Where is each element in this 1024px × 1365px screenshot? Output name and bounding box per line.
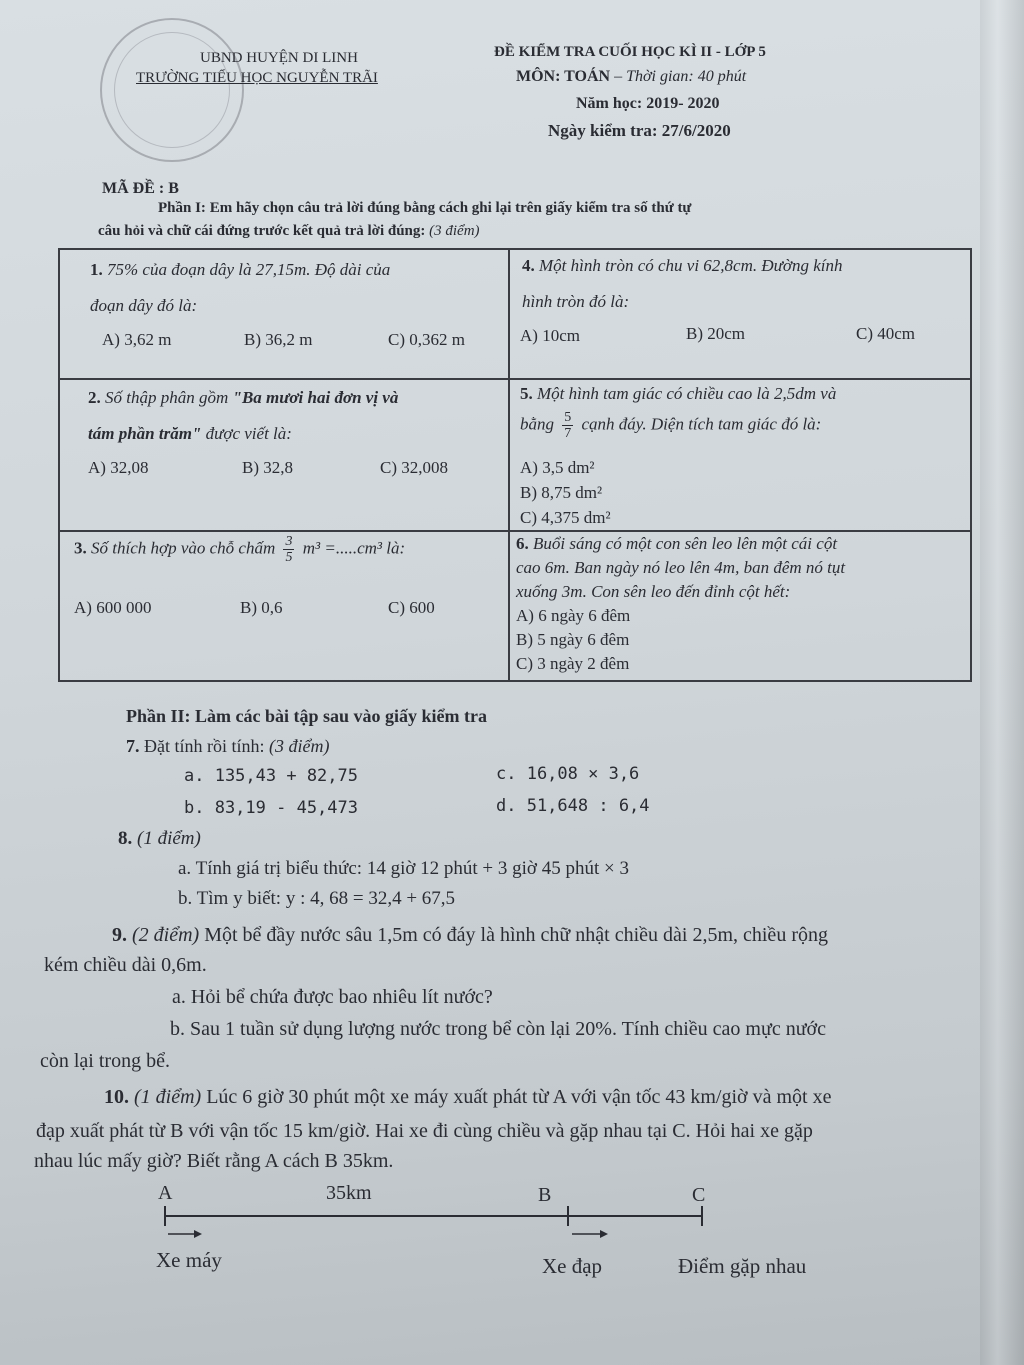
q7-item-c: c. 16,08 × 3,6: [496, 764, 640, 784]
q9-item-a: a. Hỏi bể chứa được bao nhiêu lít nước?: [172, 986, 493, 1008]
q2-option-a: A) 32,08: [88, 458, 149, 477]
q10-text-a: Lúc 6 giờ 30 phút một xe máy xuất phát từ A với vận tốc 43 km/giờ và một xe: [206, 1086, 832, 1108]
q8-item-b: b. Tìm y biết: y : 4, 68 = 32,4 + 67,5: [178, 888, 456, 909]
q6-text-line3: xuống 3m. Con sên leo đến đỉnh cột hết:: [516, 582, 791, 601]
q5-text-c: cạnh đáy. Diện tích tam giác đó là:: [581, 414, 822, 434]
q7-item-a: a. 135,43 + 82,75: [184, 766, 358, 786]
q6-option-b: B) 5 ngày 6 đêm: [516, 630, 630, 649]
q2-text-line2: [88, 424, 292, 444]
q5-option-c: C) 4,375 dm²: [520, 508, 611, 527]
q7-item-d: d. 51,648 : 6,4: [496, 796, 650, 816]
q5-text-line2: [520, 410, 821, 441]
part1-title: Phần I:: [158, 200, 206, 216]
part2-title: Phần II: Làm các bài tập sau vào giấy kiểm tra: [126, 706, 488, 726]
q8-item-a: a. Tính giá trị biểu thức: 14 giờ 12 phút + 3 giờ 45 phút × 3: [178, 858, 629, 879]
exam-title: ĐỀ KIỂM TRA CUỐI HỌC KÌ II - LỚP 5: [494, 44, 766, 60]
q5-frac-den: 7: [564, 426, 572, 441]
q3-option-a: A) 600 000: [74, 598, 152, 617]
part1-instruction-line1: [158, 200, 691, 217]
q3-text-b: m³ =.....cm³ là:: [302, 538, 406, 558]
q8-heading: [118, 828, 201, 850]
q3-frac-den: 5: [285, 550, 293, 565]
q5-fraction: [562, 410, 573, 441]
diagram-distance: 35km: [326, 1182, 372, 1204]
q7-item-b: b. 83,19 - 45,473: [184, 798, 358, 818]
q2-text-b: được viết là:: [201, 424, 292, 443]
q3-text-a: Số thích hợp vào chỗ chấm: [91, 538, 276, 558]
diagram-label-meeting-point: Điểm gặp nhau: [678, 1254, 807, 1278]
q5-option-a: A) 3,5 dm²: [520, 458, 595, 477]
motion-diagram: [150, 1200, 730, 1245]
q10-line1: [104, 1086, 831, 1109]
q9-text-a: Một bể đầy nước sâu 1,5m có đáy là hình chữ nhật chiều dài 2,5m, chiều rộng: [204, 924, 828, 946]
part1-instruction-line2: [98, 223, 480, 240]
exam-date: Ngày kiểm tra: 27/6/2020: [548, 121, 731, 140]
q3-frac-num: 3: [285, 534, 293, 549]
diagram-label-motorbike: Xe máy: [156, 1248, 222, 1272]
q10-points: (1 điểm): [134, 1086, 202, 1108]
q9-item-b-line1: b. Sau 1 tuần sử dụng lượng nước trong bể còn lại 20%. Tính chiều cao mực nước: [170, 1018, 826, 1040]
grid-divider-row2: [60, 530, 970, 532]
subject: MÔN: TOÁN: [516, 68, 611, 85]
diagram-point-c: C: [692, 1184, 706, 1206]
q1-text-line2: đoạn dây đó là:: [90, 296, 198, 315]
school-year: Năm học: 2019- 2020: [576, 95, 720, 112]
q1-text-line1: [90, 260, 390, 280]
q4-option-b: B) 20cm: [686, 324, 746, 343]
q6-option-c: C) 3 ngày 2 đêm: [516, 654, 630, 673]
q8-points: (1 điểm): [137, 828, 201, 849]
q6-text-a: Buổi sáng có một con sên leo lên một cái cột: [533, 534, 838, 553]
q5-text-a: Một hình tam giác có chiều cao là 2,5dm và: [537, 384, 837, 403]
q6-number: 6.: [516, 534, 529, 553]
q4-number: 4.: [522, 256, 535, 275]
diagram-label-bicycle: Xe đạp: [542, 1254, 603, 1278]
q5-frac-num: 5: [564, 410, 572, 425]
q1-option-a: A) 3,62 m: [102, 330, 172, 349]
q9-number: 9.: [112, 924, 127, 946]
subject-line: [516, 68, 746, 86]
q3-option-c: C) 600: [388, 598, 435, 617]
q1-number: 1.: [90, 260, 103, 279]
part1-instruction-b: câu hỏi và chữ cái đứng trước kết quả trả lời đúng:: [98, 223, 426, 239]
exam-time: – Thời gian: 40 phút: [614, 68, 747, 85]
q7-number: 7.: [126, 736, 140, 756]
q10-line2: đạp xuất phát từ B với vận tốc 15 km/giờ. Hai xe đi cùng chiều và gặp nhau tại C. Hỏi hai xe gặp: [36, 1120, 813, 1142]
part1-points: (3 điểm): [429, 223, 480, 239]
q2-option-b: B) 32,8: [242, 458, 293, 477]
q4-text-line2: hình tròn đó là:: [522, 292, 630, 311]
q9-points: (2 điểm): [132, 924, 200, 946]
school-name: TRƯỜNG TIỂU HỌC NGUYỄN TRÃI: [136, 70, 378, 86]
q9-item-b-line2: còn lại trong bể.: [40, 1050, 170, 1072]
q5-option-b: B) 8,75 dm²: [520, 483, 603, 502]
q8-number: 8.: [118, 828, 133, 849]
q5-text-line1: [520, 384, 836, 404]
q5-text-b: bằng: [520, 414, 554, 434]
q7-heading: [126, 736, 329, 757]
q6-text-line2: cao 6m. Ban ngày nó leo lên 4m, ban đêm nó tụt: [516, 558, 846, 577]
q4-text-a: Một hình tròn có chu vi 62,8cm. Đường kính: [539, 256, 843, 275]
part1-instruction-a: Em hãy chọn câu trả lời đúng bằng cách ghi lại trên giấy kiểm tra số thứ tự: [209, 200, 692, 216]
q10-number: 10.: [104, 1086, 129, 1108]
q4-option-c: C) 40cm: [856, 324, 916, 343]
q2-text-a: Số thập phân gồm: [105, 388, 233, 407]
q9-line1: [112, 924, 828, 947]
arrow-a-icon: [168, 1230, 202, 1238]
q2-quote-b: tám phần trăm": [88, 424, 202, 443]
q9-line2: kém chiều dài 0,6m.: [44, 954, 207, 976]
q1-text-a: 75% của đoạn dây là 27,15m. Độ dài của: [107, 260, 391, 279]
q3-text: [74, 534, 405, 565]
grid-divider-row1: [60, 378, 970, 380]
q4-text-line1: [522, 256, 843, 276]
q4-option-a: A) 10cm: [520, 326, 580, 345]
diagram-point-a: A: [158, 1182, 173, 1204]
exam-code: MÃ ĐỀ : B: [102, 180, 179, 197]
q7-text: Đặt tính rồi tính:: [144, 736, 265, 756]
q2-number: 2.: [88, 388, 101, 407]
question-grid: [58, 248, 972, 682]
q6-option-a: A) 6 ngày 6 đêm: [516, 606, 631, 625]
q10-line3: nhau lúc mấy giờ? Biết rằng A cách B 35km.: [34, 1150, 394, 1172]
q6-text-line1: [516, 534, 837, 554]
q7-points: (3 điểm): [269, 736, 330, 756]
q3-number: 3.: [74, 538, 87, 558]
q2-option-c: C) 32,008: [380, 458, 448, 477]
school-stamp: [100, 18, 244, 162]
q3-option-b: B) 0,6: [240, 598, 283, 617]
grid-vertical-divider: [508, 250, 510, 680]
q5-number: 5.: [520, 384, 533, 403]
paper-fold-shadow: [980, 0, 1024, 1365]
q1-option-b: B) 36,2 m: [244, 330, 313, 349]
q2-quote-a: "Ba mươi hai đơn vị và: [232, 388, 399, 407]
diagram-point-b: B: [538, 1184, 552, 1206]
org-name: UBND HUYỆN DI LINH: [200, 50, 358, 66]
q2-text-line1: [88, 388, 398, 408]
q3-fraction: [283, 534, 294, 565]
q1-option-c: C) 0,362 m: [388, 330, 465, 349]
arrow-b-icon: [572, 1230, 608, 1238]
